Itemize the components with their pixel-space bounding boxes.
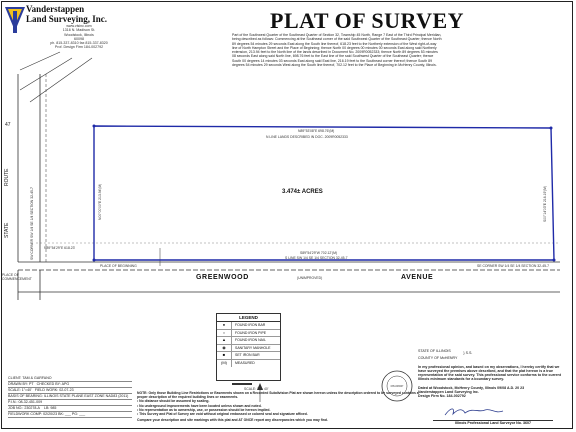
page-title: PLAT OF SURVEY: [270, 8, 465, 33]
corner-marker: [93, 259, 96, 262]
legend-symbol-icon: ■: [217, 352, 232, 359]
client: CLIENT: TAM & GARFANO: [8, 376, 132, 382]
legend-symbol-icon: ●: [217, 322, 232, 329]
legend-symbol-icon: ◉: [217, 345, 232, 352]
route-label: ROUTE: [4, 168, 10, 186]
address-line: Prof. Design Firm 184-002792: [54, 45, 104, 50]
street-suffix: AVENUE: [401, 274, 434, 281]
job-number: JOB NO.: 230278-A: [8, 406, 40, 410]
address-line: www.vlsinc.com: [66, 24, 92, 28]
basis-of-bearing: BASIS OF BEARING: ILLINOIS STATE PLANE EAST ZONE NAD83 (2011): [8, 394, 132, 400]
legend-row: [217, 360, 280, 367]
note-item: • No underground improvements have been located unless shown and noted.: [137, 403, 262, 408]
company-name-line2: Land Surveying, Inc.: [26, 14, 108, 24]
state-label: STATE: [4, 222, 10, 238]
street-name: GREENWOOD: [196, 274, 249, 281]
checked-by: CHECKED BY: APG: [36, 382, 70, 386]
drawn-by: DRAWN BY: PT: [8, 382, 34, 386]
tie-bearing: N89°54'29"E 618.23': [44, 246, 76, 250]
cert-state-row: [418, 349, 568, 361]
corner-marker: [553, 259, 556, 262]
cert-state: STATE OF ILLINOIS: [418, 349, 451, 353]
cert-ss: } S.S.: [463, 351, 473, 355]
legend-label: SET IRON BAR: [235, 353, 260, 358]
pin: P.I.N.: 08-32-451-009: [8, 400, 132, 406]
legend: [216, 313, 281, 381]
place-of-commencement: PLACE OF COMMENCEMENT: [2, 273, 32, 281]
file-info: FIELDWORK COMP: 02/20/23 BK: ___ PG: ___: [8, 412, 132, 418]
west-bearing: N00°00'00"E 213.94'(M): [98, 183, 102, 220]
field-work: FIELD WORK: 02-07-23: [34, 388, 74, 392]
note-item: • No distance should be assumed by scaling.: [137, 399, 210, 404]
acreage-label: 3.474± ACRES: [282, 189, 323, 195]
corner-marker: [550, 127, 553, 130]
note-item: Compare your description and site markings with this plat and AT ONCE report any discrepancies which you may find.: [137, 418, 328, 423]
surveyor-seal-icon: [381, 370, 413, 402]
north-line-note: N LINE LANDS DESCRIBED IN DOC. 2009R0052333: [266, 135, 348, 139]
legend-label: FOUND IRON PIPE: [235, 330, 267, 335]
company-name-line1: Vanderstappen: [26, 4, 85, 14]
title-block: [8, 376, 132, 418]
lb: LB: 985: [43, 406, 57, 410]
note-item: • No representation as to ownership, use, or possession should be hereon implied.: [137, 407, 271, 412]
legend-symbol-icon: ▲: [217, 337, 232, 344]
corner-marker: [93, 125, 96, 128]
scale: SCALE: 1"=40': [8, 388, 32, 392]
scale-bar: [232, 383, 252, 385]
cert-county: COUNTY OF McHENRY: [418, 356, 458, 361]
legend-label: MEASURED: [235, 360, 255, 365]
south-line-note: S LINE SW 1/4 SE 1/4 SECTION 32-45-7: [285, 256, 348, 260]
svg-text:035-003607: 035-003607: [390, 385, 404, 388]
legend-label: SANITARY MANHOLE: [235, 345, 271, 350]
legend-row: [217, 345, 280, 353]
cert-dated: Dated at Woodstock, McHenry County, Illinois 09/08 A.D. 20 23: [418, 385, 525, 390]
route-number: 47: [5, 122, 11, 128]
cert-firm: Vanderstappen Land Surveying Inc.: [418, 390, 479, 395]
south-bearing: S89°54'29"W 702.12'(M): [300, 251, 338, 255]
surveyor-certificate: [418, 349, 568, 399]
street-unimproved: (UNIMPROVED): [297, 276, 323, 280]
legend-row: [217, 330, 280, 338]
cert-design-firm: Design Firm No. 184-002792: [418, 394, 466, 399]
legend-row: [217, 322, 280, 330]
legend-title: LEGEND: [217, 314, 280, 322]
east-bearing: S00°14'03"E 216.19'(M): [543, 185, 547, 222]
surveyor-signature-icon: [433, 405, 553, 417]
legend-label: FOUND IRON BAR: [235, 323, 266, 327]
cert-body: In my professional opinion, and based on my observations, I hereby certify that we have surveyed the premises above described, and that the plat hereon is a true representation of the said survey. This professional service conforms to the current Illinois minimum standards for a boundary survey.: [418, 364, 561, 382]
property-boundary: [94, 126, 554, 260]
legend-row: [217, 337, 280, 345]
scale-label: SCALE: 1" = 40': [244, 387, 269, 391]
legal-description: Part of the Southwest Quarter of the Southeast Quarter of Section 32, Township 45 North, Range 7 East of the Third Principal Meridian, being described as follows: Commencing at the Southeast corner of the said Southwest Quarter of the Southeast Quarter; thence North 89 degrees 54 minutes 29 seconds East along the South line thereof, 618.23 feet to the Northerly extension of the West right-of-way line of North Hampton Street and the Place of Beginning; thence North 00 degrees 00 minutes 00 seconds East along said Northerly extension, 213.94 feet to the North line of the lands described in Document No. 2009R0052333; thence North 89 degrees 53 minutes 08 seconds East along said North line, 698.76 feet to the East line of the said Southwest Quarter of the Southeast Quarter; thence South 00 degrees 14 minutes 03 seconds East along said East line, 216.19 feet to the Southeast corner thereof; thence South 89 degrees 54 minutes 29 seconds West along the South line thereof, 702.12 feet to the Place of Beginning in McHenry County, Illinois.: [232, 33, 442, 68]
note-item: NOTE: Only those Building Line Restrictions or Easements shown on a Recorded Subdivision Plat are shown hereon unless the description ordered to be surveyed contains a proper description of the required building lines or easements.: [137, 391, 419, 400]
note-item: • This Survey and Plat of Survey are void without original embossed or colored seal and signature affixed.: [137, 412, 308, 417]
north-bearing: N89°53'08"E 698.76'(M): [298, 129, 335, 133]
place-of-beginning: PLACE OF BEGINNING: [100, 264, 137, 268]
legend-symbol-icon: ○: [217, 330, 232, 337]
legend-symbol-icon: (M): [217, 360, 232, 367]
address-line: ph. 815-337-8310 fax 815-337-8320: [50, 41, 108, 46]
address-line: 60098: [74, 36, 84, 41]
legend-label: FOUND IRON NAIL: [235, 338, 266, 343]
address-line: Woodstock, Illinois: [64, 32, 94, 37]
address-line: 1316 N. Madison St.: [62, 28, 96, 33]
sw-corner-note: SW CORNER SW 1/4 SE 1/4 SECTION 32-45-7: [30, 187, 34, 260]
se-corner-note: SE CORNER SW 1/4 SE 1/4 SECTION 32-45-7: [477, 264, 549, 268]
surveyor-name: Illinois Professional Land Surveyor No. 3607: [433, 420, 553, 425]
legend-row: [217, 352, 280, 360]
